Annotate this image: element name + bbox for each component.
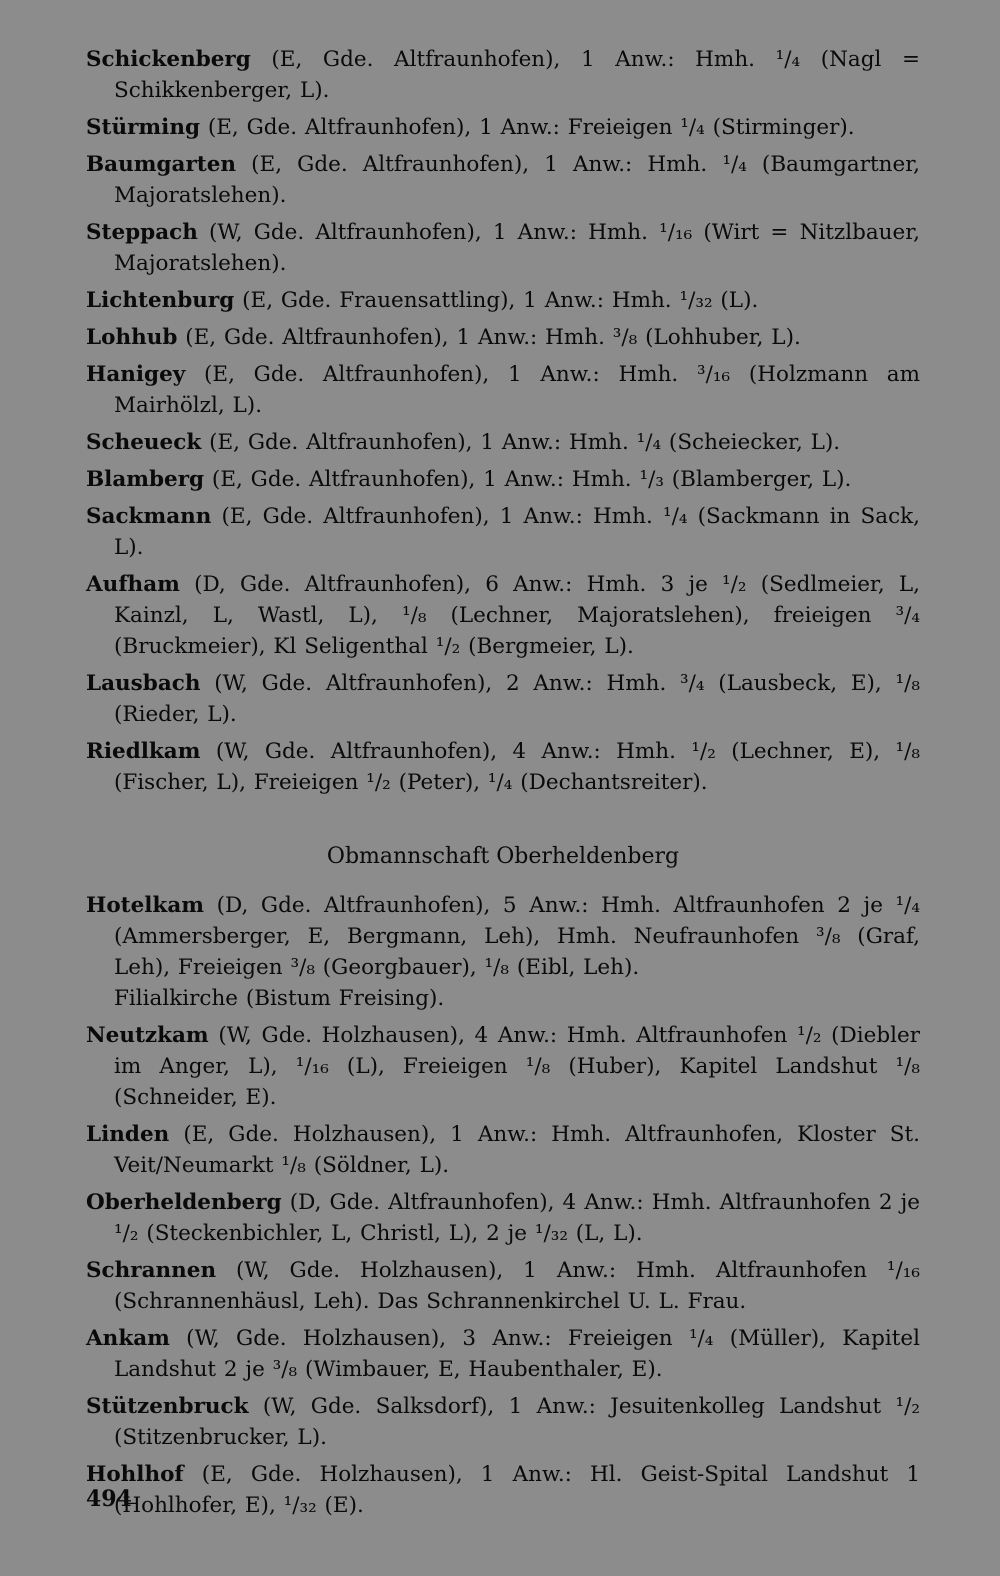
list-item [86, 501, 920, 563]
place-description: (D, Gde. Altfraunhofen), 5 Anw.: Hmh. Altfraunhofen 2 je ¹/₄ (Ammersberger, E, Bergmann, Leh), Hmh. Neufraunhofen ³/₈ (Graf, Leh), Freieigen ³/₈ (Georgbauer), ¹/₈ (Eibl, Leh). [114, 893, 920, 980]
place-note: Filialkirche (Bistum Freising). [114, 986, 445, 1011]
place-name: Baumgarten [86, 152, 237, 177]
place-name: Stürming [86, 115, 200, 140]
place-name: Aufham [86, 572, 180, 597]
place-description: (E, Gde. Altfraunhofen), 1 Anw.: Hmh. ³/₈ (Lohhuber, L). [177, 325, 801, 350]
list-item [86, 1187, 920, 1249]
place-description: (W, Gde. Altfraunhofen), 2 Anw.: Hmh. ³/₄ (Lausbeck, E), ¹/₈ (Rieder, L). [114, 671, 920, 727]
place-name: Steppach [86, 220, 198, 245]
list-item [86, 427, 920, 458]
place-description: (W, Gde. Altfraunhofen), 1 Anw.: Hmh. ¹/₁₆ (Wirt = Nitzlbauer, Majoratslehen). [114, 220, 920, 276]
place-name: Hohlhof [86, 1462, 184, 1487]
place-name: Riedlkam [86, 739, 201, 764]
place-description: (E, Gde. Holzhausen), 1 Anw.: Hmh. Altfraunhofen, Kloster St. Veit/Neumarkt ¹/₈ (Söldner, L). [114, 1122, 920, 1178]
place-description: (E, Gde. Altfraunhofen), 1 Anw.: Hmh. ¹/₄ (Baumgartner, Majoratslehen). [114, 152, 920, 208]
place-description: (E, Gde. Altfraunhofen), 1 Anw.: Hmh. ¹/₄ (Nagl = Schikkenberger, L). [114, 47, 920, 103]
list-item [86, 217, 920, 279]
place-name: Neutzkam [86, 1023, 209, 1048]
place-name: Stützenbruck [86, 1394, 249, 1419]
place-description: (E, Gde. Altfraunhofen), 1 Anw.: Freieigen ¹/₄ (Stirminger). [200, 115, 855, 140]
place-name: Sackmann [86, 504, 212, 529]
page-number: 494 [86, 1486, 132, 1512]
place-description: (D, Gde. Altfraunhofen), 6 Anw.: Hmh. 3 je ¹/₂ (Sedlmeier, L, Kainzl, L, Wastl, L), ¹/₈ (Lechner, Majoratslehen), freieigen ³/₄ (Bruckmeier), Kl Seligenthal ¹/₂ (Bergmeier, L). [114, 572, 920, 659]
place-description: (E, Gde. Holzhausen), 1 Anw.: Hl. Geist-Spital Landshut 1 (Hohlhofer, E), ¹/₃₂ (E). [114, 1462, 920, 1518]
place-description: (E, Gde. Altfraunhofen), 1 Anw.: Hmh. ¹/₄ (Scheiecker, L). [201, 430, 841, 455]
place-name: Schickenberg [86, 47, 251, 72]
place-name: Blamberg [86, 467, 205, 492]
place-name: Ankam [86, 1326, 170, 1351]
place-description: (E, Gde. Altfraunhofen), 1 Anw.: Hmh. ³/₁₆ (Holzmann am Mairhölzl, L). [114, 362, 920, 418]
list-item [86, 1255, 920, 1317]
place-name: Scheueck [86, 430, 202, 455]
place-description: (E, Gde. Altfraunhofen), 1 Anw.: Hmh. ¹/₄ (Sackmann in Sack, L). [114, 504, 920, 560]
place-description: (E, Gde. Altfraunhofen), 1 Anw.: Hmh. ¹/₃ (Blamberger, L). [204, 467, 852, 492]
list-item [86, 149, 920, 211]
list-item [86, 1459, 920, 1521]
list-item [86, 1119, 920, 1181]
place-description: (W, Gde. Holzhausen), 1 Anw.: Hmh. Altfraunhofen ¹/₁₆ (Schrannenhäusl, Leh). Das Schrannenkirchel U. L. Frau. [114, 1258, 920, 1314]
place-name: Schrannen [86, 1258, 217, 1283]
place-description: (W, Gde. Altfraunhofen), 4 Anw.: Hmh. ¹/₂ (Lechner, E), ¹/₈ (Fischer, L), Freieigen ¹/₂ (Peter), ¹/₄ (Dechantsreiter). [114, 739, 920, 795]
place-name: Lohhub [86, 325, 178, 350]
list-item [86, 359, 920, 421]
place-description: (W, Gde. Holzhausen), 3 Anw.: Freieigen ¹/₄ (Müller), Kapitel Landshut 2 je ³/₈ (Wimbauer, E, Haubenthaler, E). [114, 1326, 920, 1382]
place-name: Hotelkam [86, 893, 205, 918]
list-item [86, 569, 920, 662]
place-description: (W, Gde. Holzhausen), 4 Anw.: Hmh. Altfraunhofen ¹/₂ (Diebler im Anger, L), ¹/₁₆ (L), Freieigen ¹/₈ (Huber), Kapitel Landshut ¹/₈ (Schneider, E). [114, 1023, 920, 1110]
list-item [86, 285, 920, 316]
place-name: Lausbach [86, 671, 201, 696]
place-name: Lichtenburg [86, 288, 235, 313]
section-heading: Obmannschaft Oberheldenberg [326, 844, 680, 869]
list-item [86, 668, 920, 730]
list-item [86, 1020, 920, 1113]
list-item [86, 1391, 920, 1453]
list-item [86, 464, 920, 495]
entry-list-bottom [86, 890, 920, 1521]
list-item [86, 44, 920, 106]
entry-list-top [86, 44, 920, 798]
place-name: Hanigey [86, 362, 186, 387]
place-description: (D, Gde. Altfraunhofen), 4 Anw.: Hmh. Altfraunhofen 2 je ¹/₂ (Steckenbichler, L, Christl, L), 2 je ¹/₃₂ (L, L). [114, 1190, 920, 1246]
list-item [86, 112, 920, 143]
list-item [86, 322, 920, 353]
place-description: (E, Gde. Frauensattling), 1 Anw.: Hmh. ¹/₃₂ (L). [234, 288, 759, 313]
place-description: (W, Gde. Salksdorf), 1 Anw.: Jesuitenkolleg Landshut ¹/₂ (Stitzenbrucker, L). [114, 1394, 920, 1450]
list-item [86, 736, 920, 798]
place-name: Linden [86, 1122, 170, 1147]
place-name: Oberheldenberg [86, 1190, 282, 1215]
list-item [86, 1323, 920, 1385]
list-item [86, 890, 920, 1014]
